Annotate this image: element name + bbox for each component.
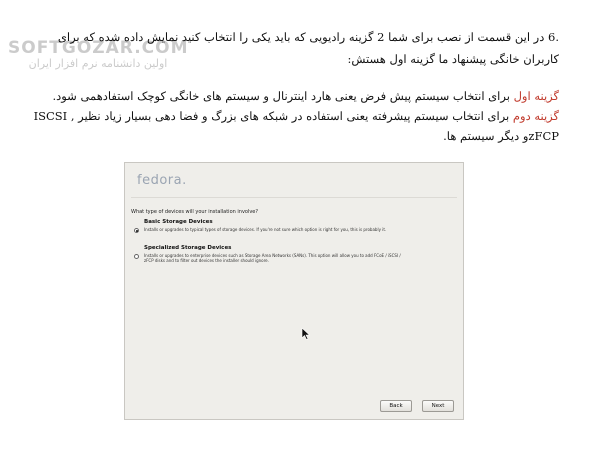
option1-text: برای انتخاب سیستم پیش فرض یعنی هارد اینترنال و سیستم های خانگی کوچک استفادهمی شود. [52,89,514,103]
option-description: Installs or upgrades to enterprise devices such as Storage Area Networks (SANs). This option will allow you to add FCoE / iSCSI / zFCP disks and to filter out devices the installer should ignore. [144,253,401,263]
radio-specialized-storage[interactable] [134,254,139,259]
fedora-logo: fedora. [137,173,187,188]
watermark-subtitle: اولین دانشنامه نرم افزار ایران [28,57,168,70]
option1-label: گزینه اول [513,89,559,103]
option2-text-line2: zFCPو دیگر سیستم ها. [443,129,559,143]
watermark-logo: SOFTGOZAR.COM [8,38,189,58]
option2-explanation [0,106,559,126]
back-button[interactable]: Back [380,400,412,412]
step-line-1: .6 در این قسمت از نصب برای شما 2 گزینه رادیویی که باید یکی را انتخاب کنید نمایش داده شده که برای [57,30,559,44]
header-divider [131,197,457,198]
option2-label: گزینه دوم [512,109,559,123]
option1-explanation [0,86,559,106]
option-title: Specialized Storage Devices [144,245,232,251]
installer-screenshot [124,162,464,420]
radio-basic-storage[interactable] [134,228,139,233]
next-button[interactable]: Next [422,400,454,412]
option2-text: برای انتخاب سیستم پیشرفته یعنی استفاده در شبکه های بزرگ و فضا دهی بسیار زیاد نظیر , ISCSI [33,109,513,123]
options-paragraph [0,86,559,146]
option-description: Installs or upgrades to typical types of storage devices. If you're not sure which option is right for you, this is probably it. [144,227,387,232]
step-paragraph [39,26,559,70]
mouse-pointer-icon [301,328,311,340]
step-line-2: کاربران خانگی پیشنهاد ما گزینه اول هستش: [347,52,559,66]
option-title: Basic Storage Devices [144,219,213,225]
installer-question: What type of devices will your installation involve? [131,209,259,215]
